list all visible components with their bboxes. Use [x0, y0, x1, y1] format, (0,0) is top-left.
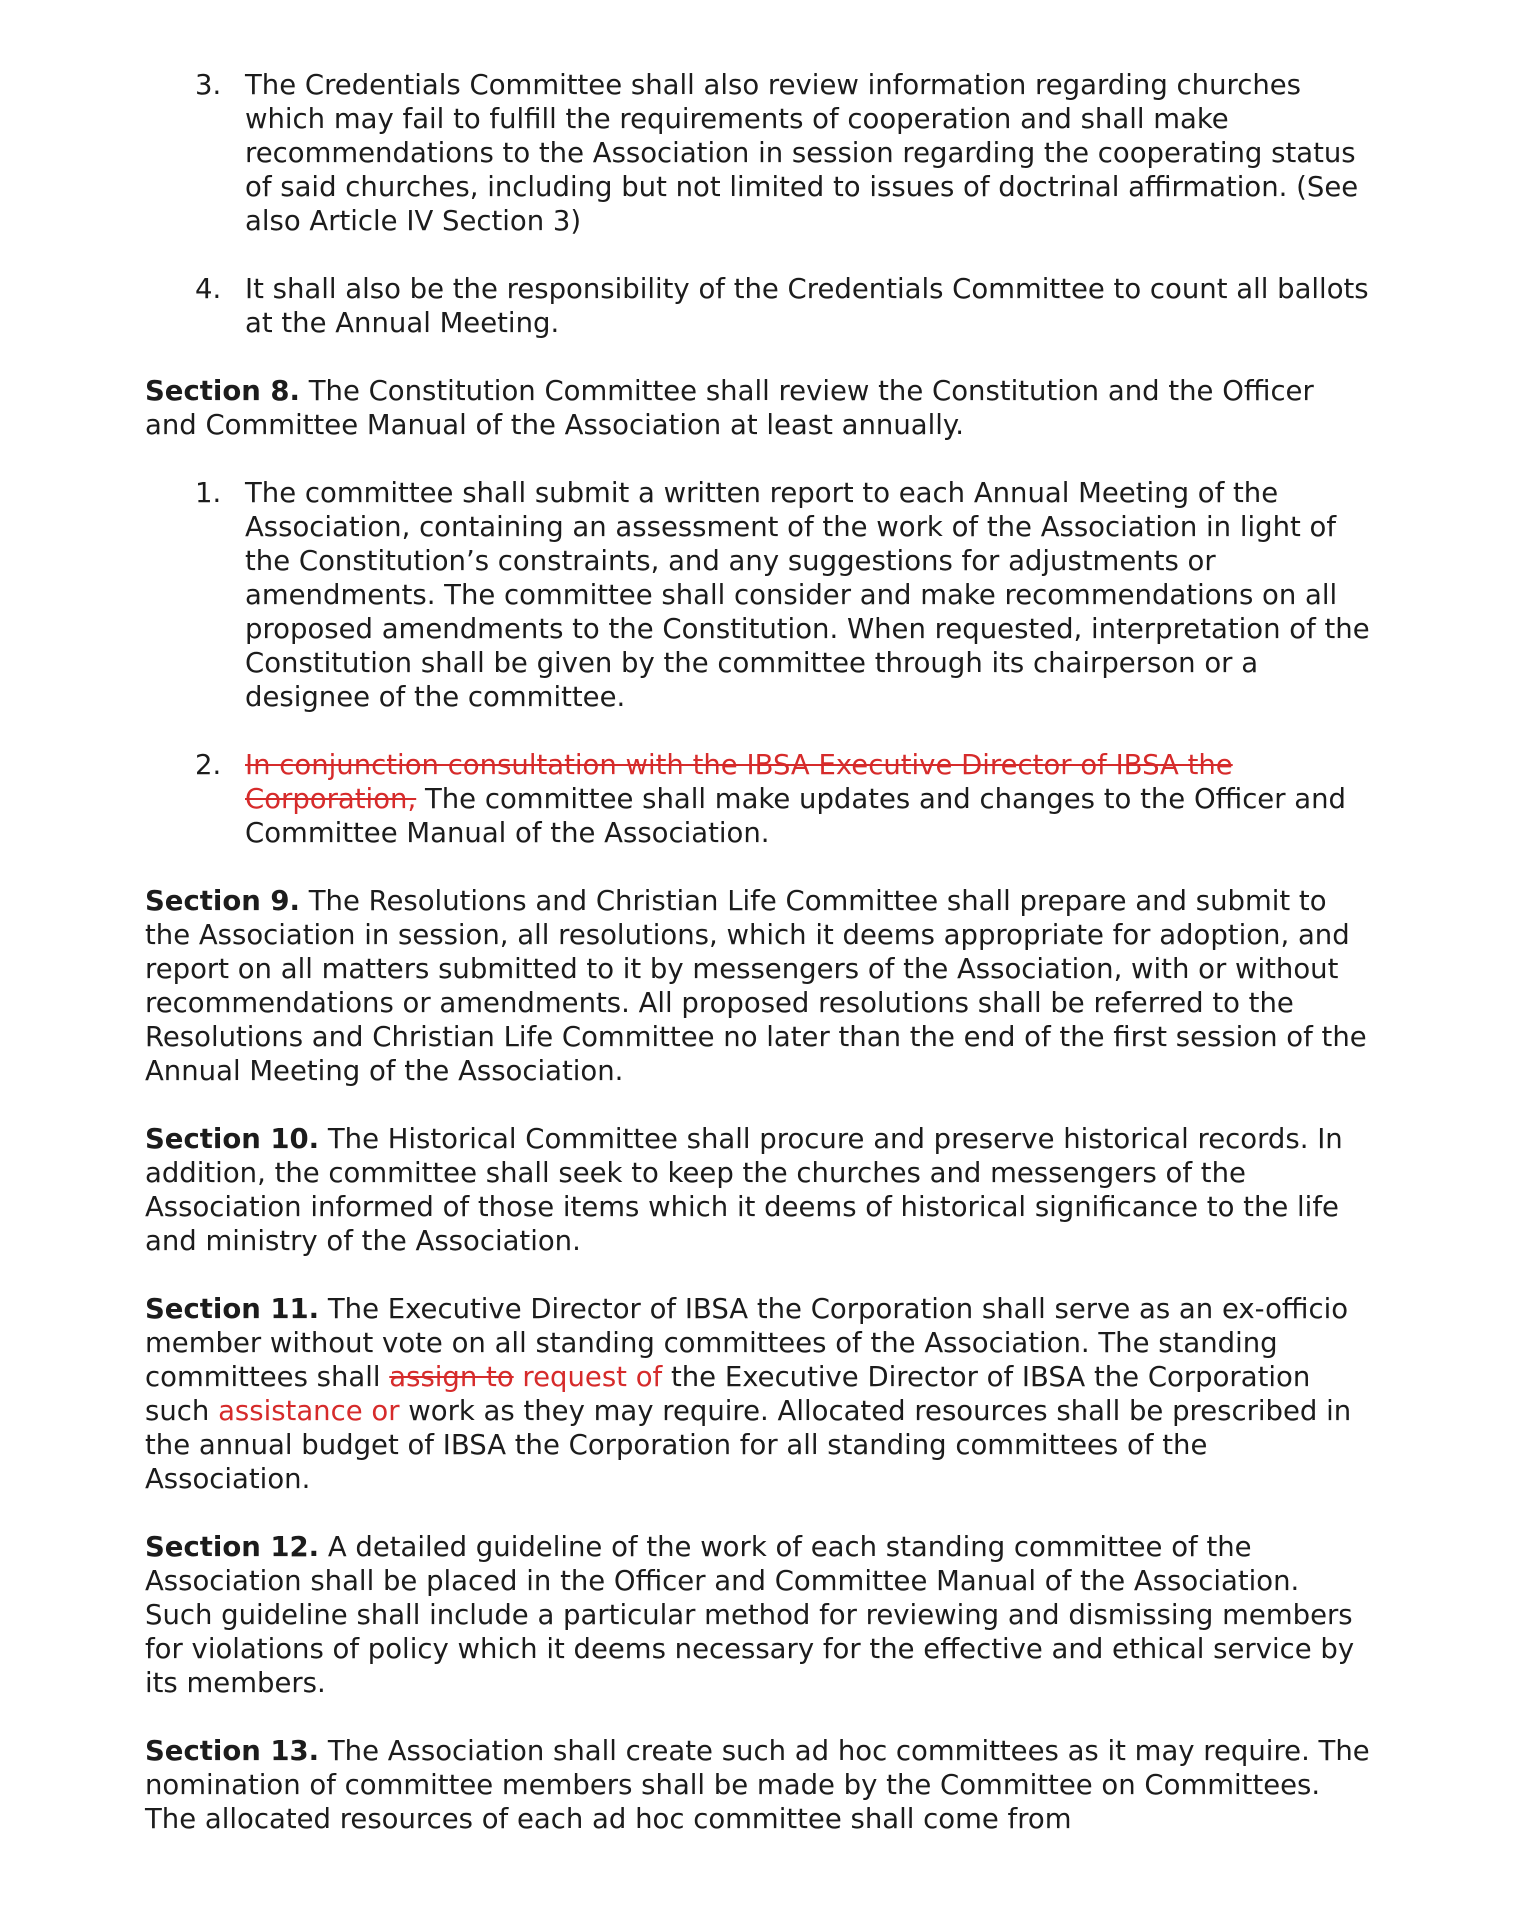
section-text: The Resolutions and Christian Life Committee shall prepare and submit to the Association in session, all resolutions, which it deems appropriate for adoption, and report on all matters submitted to it by messengers of the Association, with or without recommendations or amendments. All proposed resolutions shall be referred to the Resolutions and Christian Life Committee no later than the end of the first session of the Annual Meeting of the Association.: [145, 885, 1367, 1087]
section-text: The Executive Director of IBSA the Corporation shall serve as an ex-officio member without vote on all standing committees of the Association. The standing committees shall: [145, 1293, 1349, 1393]
list-text: The committee shall make updates and changes to the Officer and Committee Manual of the Association.: [245, 783, 1347, 849]
section-text: the Executive Director of IBSA the Corporation such: [145, 1361, 1311, 1427]
list-number: 4.: [195, 273, 222, 305]
section-11: [145, 1292, 1370, 1496]
list-number: 1.: [195, 477, 222, 509]
list-item: [145, 748, 1370, 850]
section-label: Section 8.: [145, 375, 300, 407]
section-12: [145, 1530, 1370, 1700]
list-item: [145, 272, 1370, 340]
list-item: [145, 68, 1370, 238]
section-label: Section 9.: [145, 885, 300, 917]
section-text: The Association shall create such ad hoc committees as it may require. The nomination of committee members shall be made by the Committee on Committees. The allocated resources of each ad hoc committee shall come from: [145, 1735, 1370, 1835]
section-13: [145, 1734, 1370, 1836]
section-text: The Historical Committee shall procure and preserve historical records. In addition, the committee shall seek to keep the churches and messengers of the Association informed of those items which it deems of historical significance to the life and ministry of the Association.: [145, 1123, 1343, 1257]
section-label: Section 10.: [145, 1123, 320, 1155]
inserted-text: assistance or: [218, 1395, 400, 1427]
section-text: A detailed guideline of the work of each standing committee of the Association shall be placed in the Officer and Committee Manual of the Association. Such guideline shall include a particular method for reviewing and dismissing members for violations of policy which it deems necessary for the effective and ethical service by its members.: [145, 1531, 1355, 1699]
section-10: [145, 1122, 1370, 1258]
section-label: Section 12.: [145, 1531, 320, 1563]
credentials-list: [145, 68, 1370, 340]
list-number: 3.: [195, 69, 222, 101]
section-8-list: [145, 476, 1370, 850]
list-text: The committee shall submit a written report to each Annual Meeting of the Association, containing an assessment of the work of the Association in light of the Constitution’s constraints, and any suggestions for adjustments or amendments. The committee shall consider and make recommendations on all proposed amendments to the Constitution. When requested, interpretation of the Constitution shall be given by the committee through its chairperson or a designee of the committee.: [245, 477, 1370, 713]
document-page: [145, 68, 1370, 1870]
list-text: The Credentials Committee shall also review information regarding churches which may fail to fulfill the requirements of cooperation and shall make recommendations to the Association in session regarding the cooperating status of said churches, including but not limited to issues of doctrinal affirmation. (See also Article IV Section 3): [245, 69, 1359, 237]
list-text: It shall also be the responsibility of the Credentials Committee to count all ballots at the Annual Meeting.: [245, 273, 1369, 339]
deleted-text: In conjunction consultation with the IBSA Executive Director of IBSA the Corporation,: [245, 749, 1233, 815]
list-number: 2.: [195, 749, 222, 781]
list-item: [145, 476, 1370, 714]
section-text: The Constitution Committee shall review the Constitution and the Officer and Committee Manual of the Association at least annually.: [145, 375, 1314, 441]
section-8: [145, 374, 1370, 442]
inserted-text: request of: [522, 1361, 663, 1393]
section-9: [145, 884, 1370, 1088]
section-label: Section 11.: [145, 1293, 320, 1325]
section-label: Section 13.: [145, 1735, 320, 1767]
deleted-text: assign to: [389, 1361, 514, 1393]
section-text: work as they may require. Allocated resources shall be prescribed in the annual budget of IBSA the Corporation for all standing committees of the Association.: [145, 1395, 1352, 1495]
